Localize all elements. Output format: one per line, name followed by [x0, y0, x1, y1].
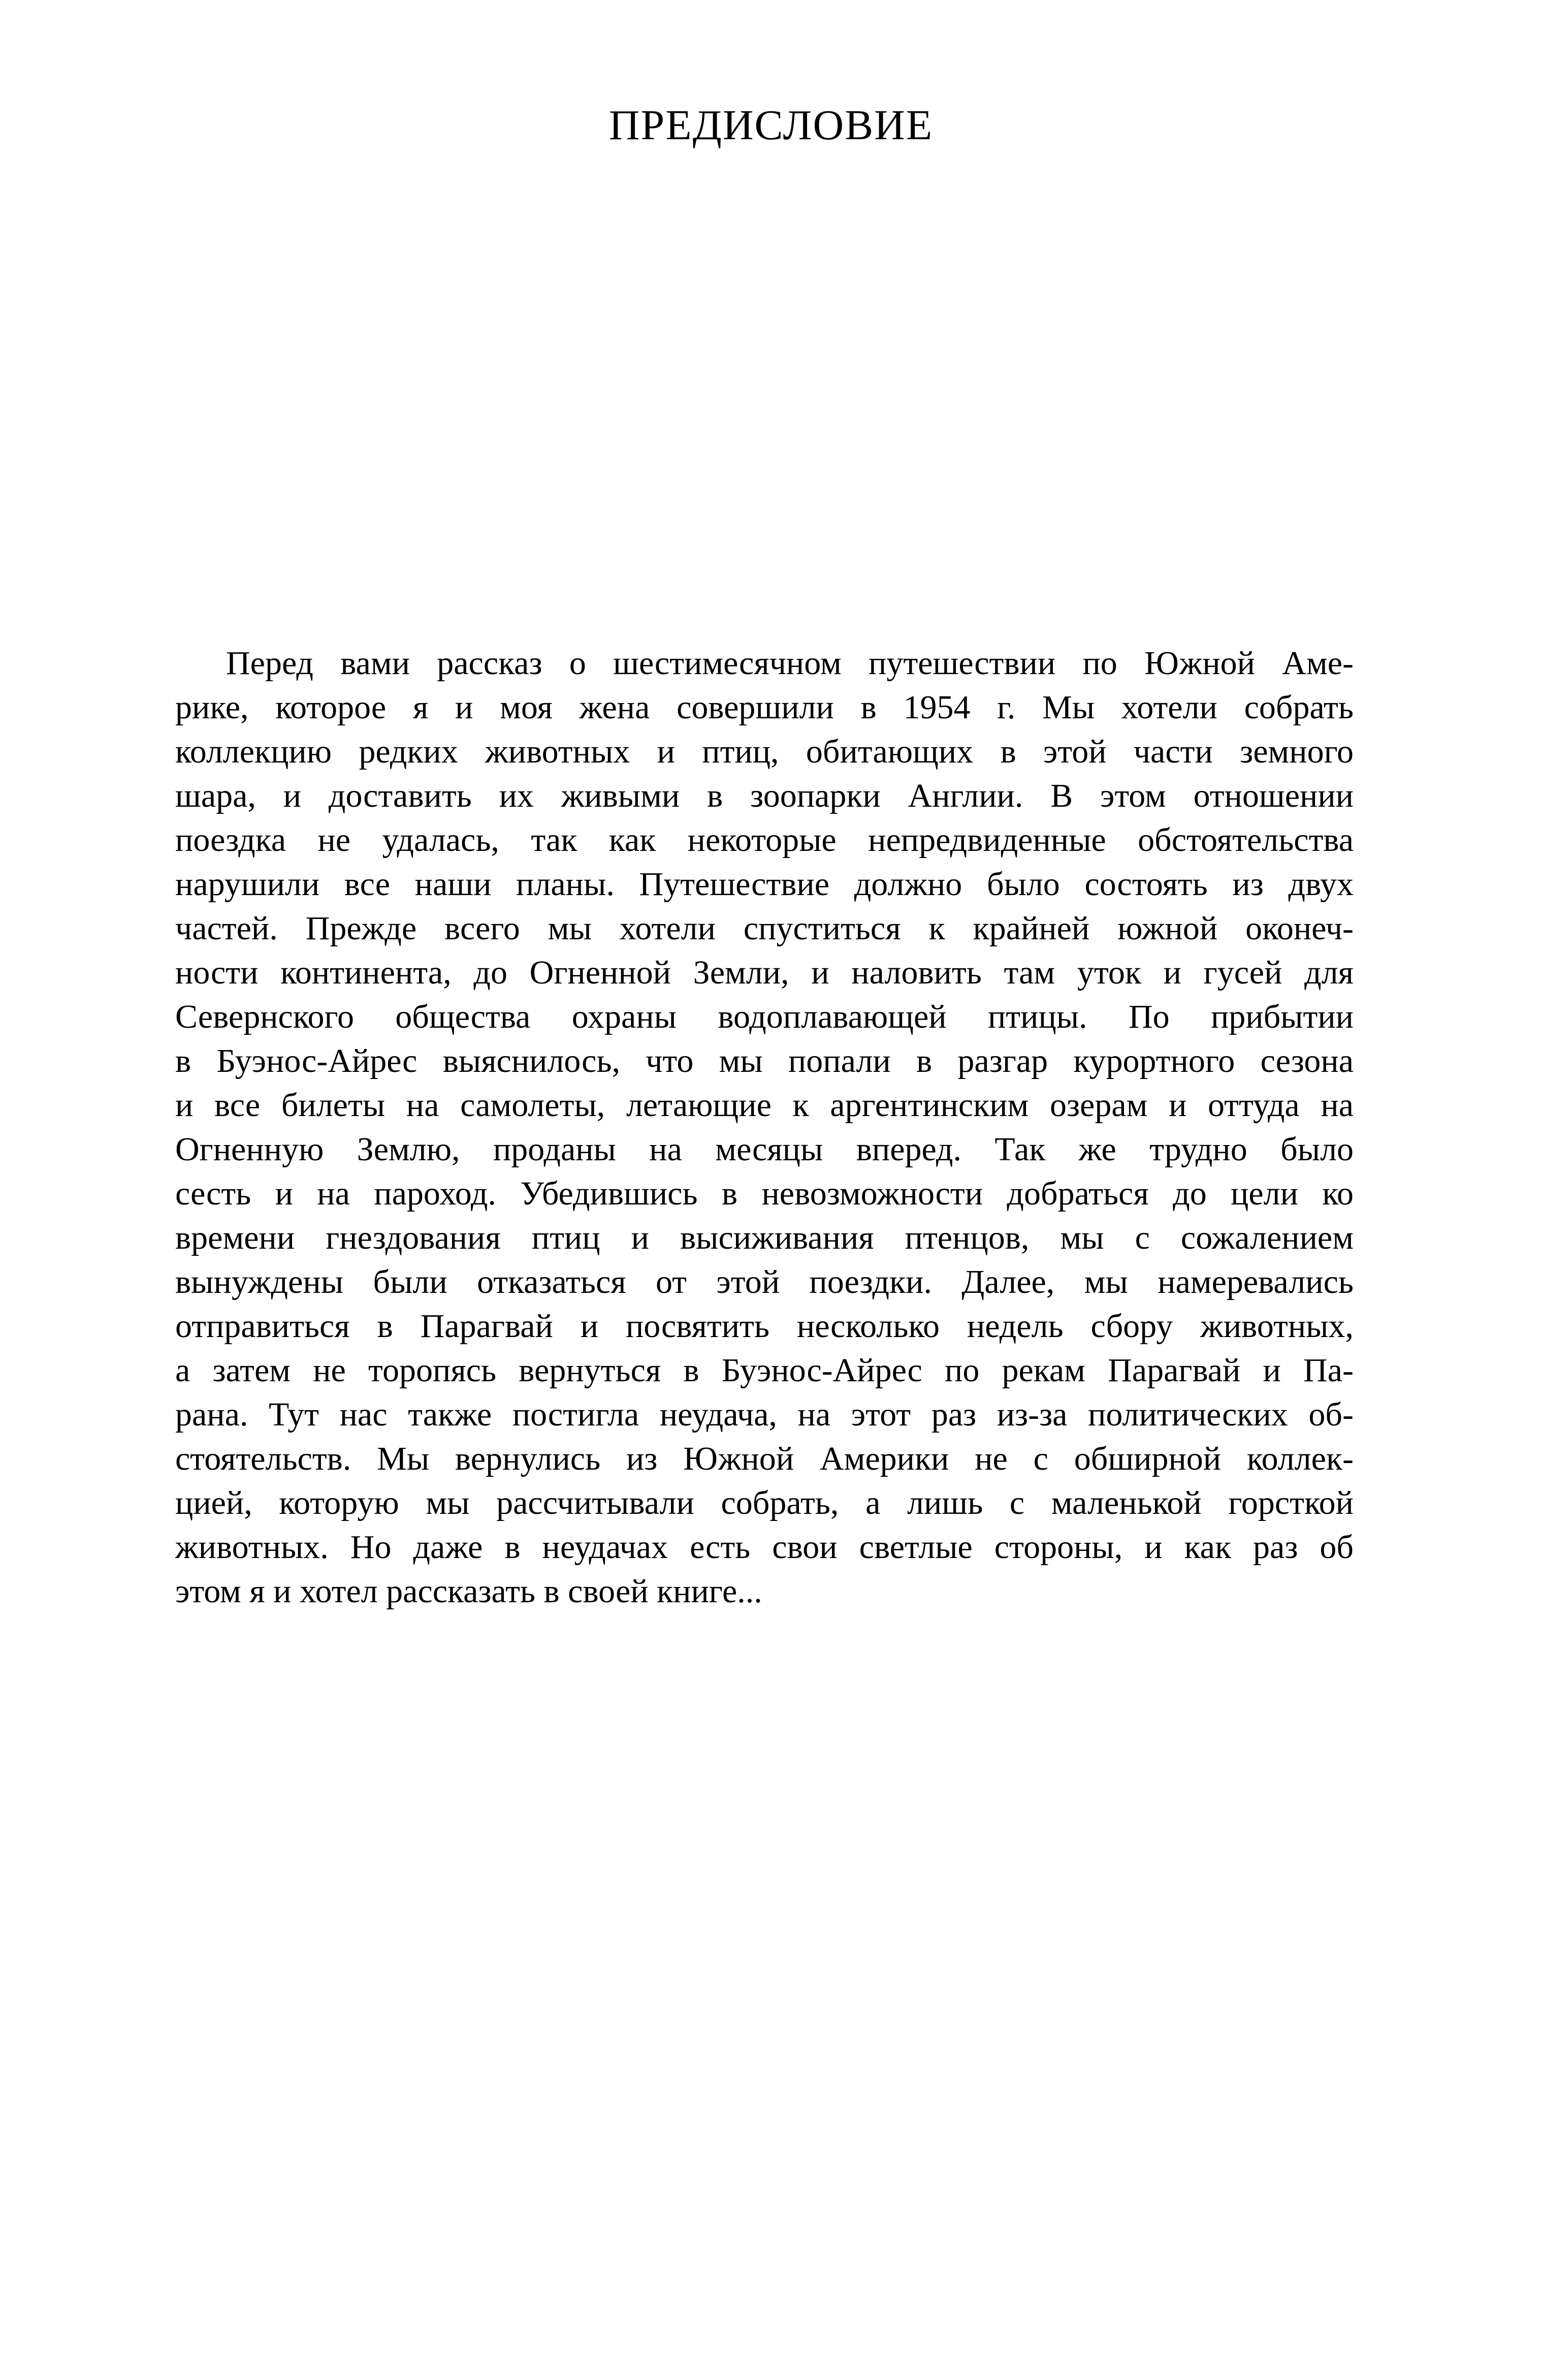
text-line: Перед вами рассказ о шестимесячном путешествии по Южной Аме-: [226, 645, 1354, 682]
text-line: частей. Прежде всего мы хотели спуститься к крайней южной оконеч-: [175, 910, 1354, 947]
text-line: этом я и хотел рассказать в своей книге...: [175, 1573, 762, 1610]
text-line: цией, которую мы рассчитывали собрать, а лишь с маленькой горсткой: [175, 1484, 1354, 1521]
page-title: ПРЕДИСЛОВИЕ: [608, 102, 934, 149]
text-line: ности континента, до Огненной Земли, и наловить там уток и гусей для: [175, 954, 1354, 991]
text-line: нарушили все наши планы. Путешествие должно было состоять из двух: [175, 866, 1354, 903]
preface-paragraph: [175, 641, 1354, 1613]
text-line: Севернского общества охраны водоплавающей птицы. По прибытии: [175, 998, 1354, 1035]
text-line: животных. Но даже в неудачах есть свои светлые стороны, и как раз об: [175, 1529, 1354, 1566]
text-line: сесть и на пароход. Убедившись в невозможности добраться до цели ко: [175, 1175, 1354, 1212]
text-line: шара, и доставить их живыми в зоопарки Англии. В этом отношении: [175, 777, 1354, 814]
text-line: рана. Тут нас также постигла неудача, на этот раз из-за политических об-: [175, 1396, 1354, 1433]
text-line: Огненную Землю, проданы на месяцы вперед. Так же трудно было: [175, 1131, 1354, 1168]
text-line: поездка не удалась, так как некоторые непредвиденные обстоятельства: [175, 821, 1354, 859]
text-line: времени гнездования птиц и высиживания птенцов, мы с сожалением: [175, 1219, 1354, 1256]
text-line: а затем не торопясь вернуться в Буэнос-Айрес по рекам Парагвай и Па-: [175, 1352, 1354, 1389]
text-line: стоятельств. Мы вернулись из Южной Америки не с обширной коллек-: [175, 1440, 1354, 1477]
text-line: рике, которое я и моя жена совершили в 1954 г. Мы хотели собрать: [175, 689, 1354, 726]
text-line: вынуждены были отказаться от этой поездки. Далее, мы намеревались: [175, 1263, 1354, 1300]
text-line: и все билеты на самолеты, летающие к аргентинским озерам и оттуда на: [175, 1087, 1354, 1124]
text-line: коллекцию редких животных и птиц, обитающих в этой части земного: [175, 733, 1354, 770]
text-line: отправиться в Парагвай и посвятить несколько недель сбору животных,: [175, 1308, 1354, 1345]
text-line: в Буэнос-Айрес выяснилось, что мы попали в разгар курортного сезона: [175, 1042, 1354, 1080]
